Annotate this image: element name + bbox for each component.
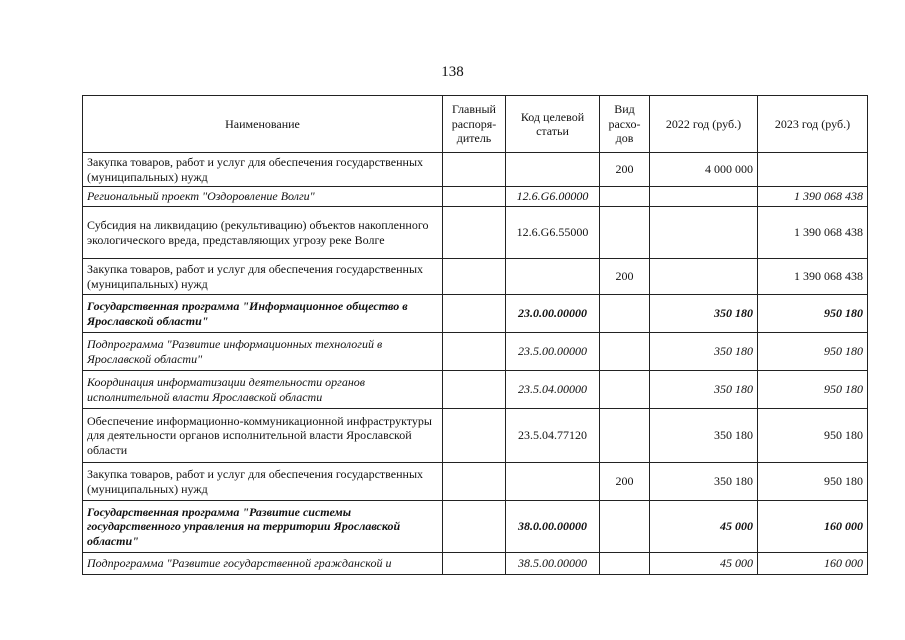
cell-name: Подпрограмма "Развитие информационных технологий в Ярославской области" [83,333,443,371]
cell-2023: 160 000 [758,553,868,575]
cell-kind [600,553,650,575]
cell-2022 [650,259,758,295]
table-row [83,153,868,187]
header-2022: 2022 год (руб.) [650,96,758,153]
cell-2022: 45 000 [650,501,758,553]
table-row [83,207,868,259]
cell-2023: 950 180 [758,463,868,501]
cell-name: Подпрограмма "Развитие государственной гражданской и [83,553,443,575]
table-row [83,295,868,333]
cell-name: Закупка товаров, работ и услуг для обеспечения государственных (муниципальных) нужд [83,153,443,187]
cell-code [506,259,600,295]
cell-2022: 4 000 000 [650,153,758,187]
budget-table [82,95,868,575]
cell-code [506,153,600,187]
cell-kind: 200 [600,153,650,187]
cell-name: Субсидия на ликвидацию (рекультивацию) объектов накопленного экологического вреда, представляющих угрозу реке Волге [83,207,443,259]
cell-name: Государственная программа "Развитие системы государственного управления на территории Ярославской области" [83,501,443,553]
table-row [83,501,868,553]
cell-manager [443,501,506,553]
cell-kind [600,501,650,553]
cell-2022: 350 180 [650,333,758,371]
cell-manager [443,409,506,463]
cell-2023: 1 390 068 438 [758,207,868,259]
cell-kind [600,207,650,259]
cell-code: 23.5.00.00000 [506,333,600,371]
cell-name: Обеспечение информационно-коммуникационной инфраструктуры для деятельности органов исполнительной власти Ярославской области [83,409,443,463]
cell-name: Закупка товаров, работ и услуг для обеспечения государственных (муниципальных) нужд [83,259,443,295]
cell-name: Государственная программа "Информационное общество в Ярославской области" [83,295,443,333]
cell-2022: 350 180 [650,371,758,409]
cell-2023: 950 180 [758,409,868,463]
cell-manager [443,463,506,501]
table-row [83,463,868,501]
header-kind: Вид расхо-дов [600,96,650,153]
table-row [83,371,868,409]
page-number: 138 [441,64,464,80]
cell-code: 23.0.00.00000 [506,295,600,333]
cell-manager [443,259,506,295]
cell-manager [443,153,506,187]
cell-kind [600,187,650,207]
cell-code: 12.6.G6.00000 [506,187,600,207]
cell-name: Закупка товаров, работ и услуг для обеспечения государственных (муниципальных) нужд [83,463,443,501]
cell-manager [443,295,506,333]
cell-code: 23.5.04.77120 [506,409,600,463]
cell-2023: 950 180 [758,295,868,333]
table-row [83,259,868,295]
table-body [83,153,868,575]
table-row [83,553,868,575]
cell-2023: 1 390 068 438 [758,187,868,207]
header-name: Наименование [83,96,443,153]
cell-2022 [650,207,758,259]
cell-code: 38.5.00.00000 [506,553,600,575]
cell-2023: 950 180 [758,371,868,409]
header-manager: Главный распоря-дитель [443,96,506,153]
cell-code: 23.5.04.00000 [506,371,600,409]
cell-name: Координация информатизации деятельности органов исполнительной власти Ярославской области [83,371,443,409]
cell-kind: 200 [600,463,650,501]
cell-manager [443,371,506,409]
cell-2022: 350 180 [650,463,758,501]
cell-code [506,463,600,501]
cell-manager [443,207,506,259]
table-row [83,187,868,207]
cell-2022: 350 180 [650,295,758,333]
cell-2022 [650,187,758,207]
cell-manager [443,333,506,371]
cell-kind [600,333,650,371]
cell-2022: 45 000 [650,553,758,575]
cell-kind: 200 [600,259,650,295]
cell-kind [600,409,650,463]
header-2023: 2023 год (руб.) [758,96,868,153]
cell-2022: 350 180 [650,409,758,463]
cell-2023 [758,153,868,187]
header-code: Код целевой статьи [506,96,600,153]
cell-code: 38.0.00.00000 [506,501,600,553]
table-row [83,409,868,463]
cell-manager [443,187,506,207]
cell-code: 12.6.G6.55000 [506,207,600,259]
table-header-row [83,96,868,153]
cell-2023: 950 180 [758,333,868,371]
cell-kind [600,371,650,409]
cell-name: Региональный проект "Оздоровление Волги" [83,187,443,207]
table-row [83,333,868,371]
cell-2023: 160 000 [758,501,868,553]
cell-manager [443,553,506,575]
cell-2023: 1 390 068 438 [758,259,868,295]
cell-kind [600,295,650,333]
